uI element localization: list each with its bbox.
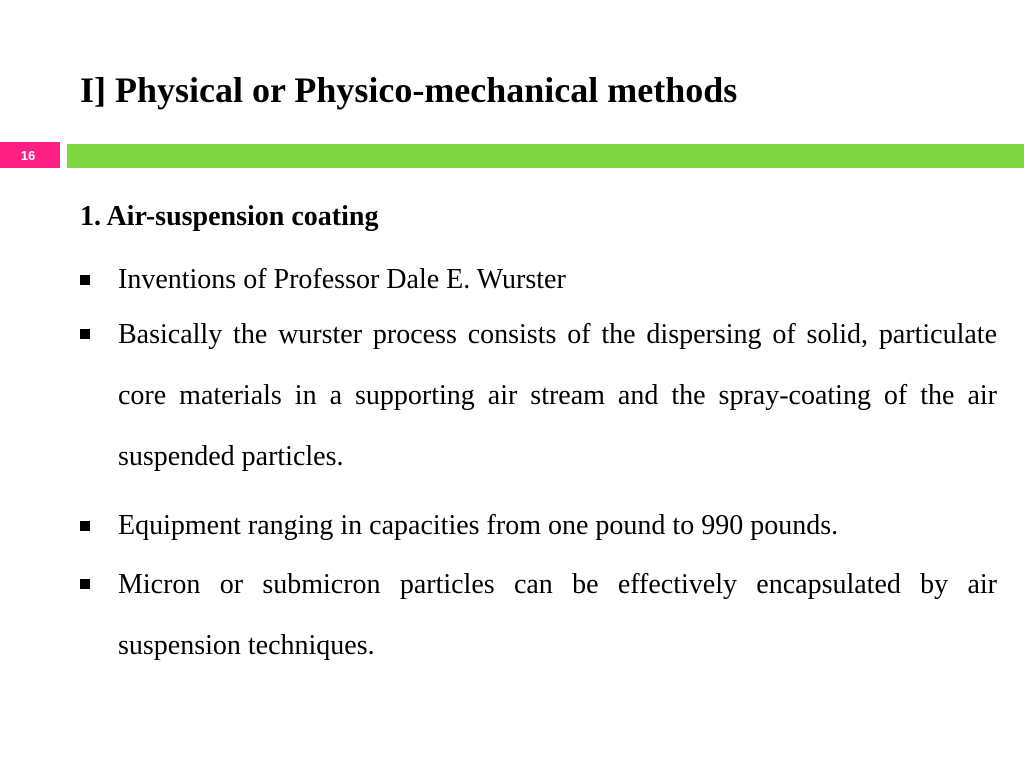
bullet-text: Equipment ranging in capacities from one pound to 990 pounds.: [118, 510, 839, 541]
square-bullet-icon: [80, 275, 90, 285]
section-heading: 1. Air-suspension coating: [80, 201, 379, 232]
bullet-item: [80, 506, 997, 546]
page-number: 16: [20, 147, 36, 163]
page-number-badge: [0, 142, 60, 168]
bullet-item: [80, 554, 997, 678]
bullet-text: Inventions of Professor Dale E. Wurster: [118, 264, 566, 295]
slide-title: I] Physical or Physico-mechanical methods: [80, 70, 738, 110]
bullet-item: [80, 304, 997, 490]
square-bullet-icon: [80, 521, 90, 531]
square-bullet-icon: [80, 329, 90, 339]
bullet-text: Micron or submicron particles can be effectively encapsulated by air suspension techniques.: [118, 569, 997, 661]
accent-bar: [67, 144, 1024, 168]
square-bullet-icon: [80, 579, 90, 589]
bullet-text: Basically the wurster process consists of the dispersing of solid, particulate core materials in a supporting air stream and the spray-coating of the air suspended particles.: [118, 319, 997, 472]
bullet-item: [80, 260, 997, 300]
